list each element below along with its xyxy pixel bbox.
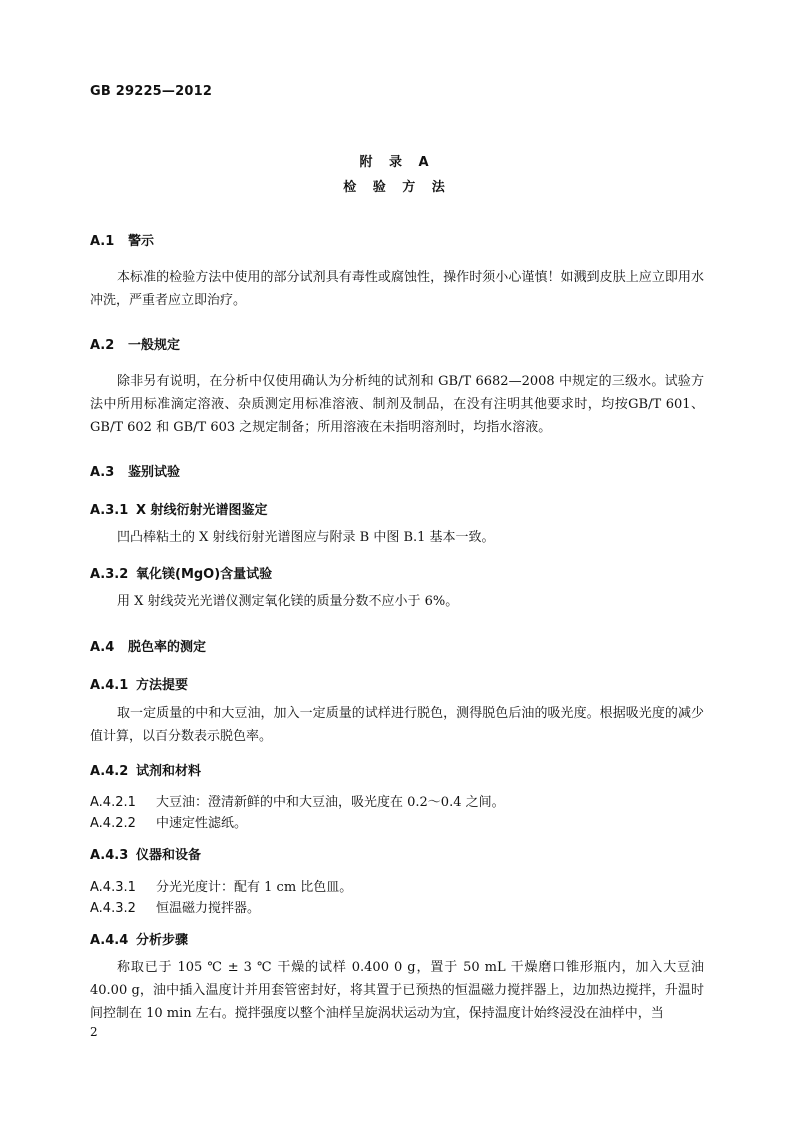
section-heading-a32 bbox=[90, 563, 272, 582]
section-number: A.3.2 bbox=[90, 567, 129, 582]
section-number: A.3.1 bbox=[90, 503, 129, 518]
paragraph-text: 凹凸棒粘土的 X 射线衍射光谱图应与附录 B 中图 B.1 基本一致。 bbox=[117, 530, 495, 545]
item-number: A.4.3.2 bbox=[90, 901, 136, 916]
section-heading-a4 bbox=[90, 636, 206, 655]
section-title: 氧化镁(MgO)含量试验 bbox=[136, 567, 273, 582]
paragraph-a32 bbox=[90, 590, 704, 613]
section-title: 仪器和设备 bbox=[136, 848, 202, 863]
section-title: 方法提要 bbox=[136, 678, 189, 693]
item-number: A.4.2.1 bbox=[90, 795, 136, 810]
list-item bbox=[90, 876, 352, 895]
page-number: 2 bbox=[90, 1025, 98, 1039]
section-number: A.4.1 bbox=[90, 678, 129, 693]
item-number: A.4.3.1 bbox=[90, 880, 136, 895]
section-title: 警示 bbox=[128, 234, 155, 249]
standard-code: GB 29225—2012 bbox=[90, 84, 213, 99]
list-item bbox=[90, 812, 247, 831]
list-item bbox=[90, 897, 260, 916]
paragraph-text: 称取已于 105 ℃ ± 3 ℃ 干燥的试样 0.400 0 g，置于 50 mL 干燥磨口锥形瓶内，加入大豆油 40.00 g，油中插入温度计并用套管密封好，将其置于已预热的恒温磁力搅拌器上，边加热边搅拌，升温时间控制在 10 min 左右。搅拌强度以整个油样呈旋涡状运动为宜，保持温度计始终浸没在油样中，当 bbox=[90, 960, 704, 1021]
item-number: A.4.2.2 bbox=[90, 816, 136, 831]
paragraph-a31 bbox=[90, 526, 704, 549]
section-number: A.4 bbox=[90, 640, 115, 655]
section-heading-a44 bbox=[90, 929, 188, 948]
paragraph-text: 本标准的检验方法中使用的部分试剂具有毒性或腐蚀性，操作时须小心谨慎！如溅到皮肤上应立即用水冲洗，严重者应立即治疗。 bbox=[90, 270, 704, 308]
section-number: A.4.3 bbox=[90, 848, 129, 863]
section-number: A.4.4 bbox=[90, 933, 129, 948]
section-heading-a42 bbox=[90, 760, 201, 779]
section-title: 试剂和材料 bbox=[136, 764, 202, 779]
item-text: 中速定性滤纸。 bbox=[156, 816, 248, 831]
item-text: 大豆油：澄清新鲜的中和大豆油，吸光度在 0.2～0.4 之间。 bbox=[156, 795, 505, 810]
list-item bbox=[90, 791, 505, 810]
section-heading-a43 bbox=[90, 844, 201, 863]
paragraph-a44 bbox=[90, 956, 704, 1025]
section-heading-a3 bbox=[90, 461, 180, 480]
section-number: A.4.2 bbox=[90, 764, 129, 779]
section-number: A.2 bbox=[90, 338, 115, 353]
paragraph-a1 bbox=[90, 266, 704, 312]
section-heading-a1 bbox=[90, 230, 154, 249]
appendix-subtitle: 检 验 方 法 bbox=[343, 180, 451, 195]
section-heading-a41 bbox=[90, 674, 188, 693]
paragraph-text: 除非另有说明，在分析中仅使用确认为分析纯的试剂和 GB/T 6682—2008 中规定的三级水。试验方法中所用标准滴定溶液、杂质测定用标准溶液、制剂及制品，在没有注明其他要求时，均按GB/T 601、GB/T 602 和 GB/T 603 之规定制备；所用溶液在未指明溶剂时，均指水溶液。 bbox=[90, 374, 704, 435]
section-heading-a2 bbox=[90, 334, 180, 353]
section-number: A.1 bbox=[90, 234, 115, 249]
paragraph-text: 取一定质量的中和大豆油，加入一定质量的试样进行脱色，测得脱色后油的吸光度。根据吸光度的减少值计算，以百分数表示脱色率。 bbox=[90, 706, 704, 744]
paragraph-a2 bbox=[90, 370, 704, 439]
item-text: 分光光度计：配有 1 cm 比色皿。 bbox=[156, 880, 353, 895]
appendix-title: 附 录 A bbox=[359, 155, 435, 170]
section-title: 鉴别试验 bbox=[128, 465, 181, 480]
section-heading-a31 bbox=[90, 499, 268, 518]
paragraph-a41 bbox=[90, 702, 704, 748]
section-number: A.3 bbox=[90, 465, 115, 480]
section-title: X 射线衍射光谱图鉴定 bbox=[136, 503, 268, 518]
item-text: 恒温磁力搅拌器。 bbox=[156, 901, 261, 916]
paragraph-text: 用 X 射线荧光光谱仪测定氧化镁的质量分数不应小于 6%。 bbox=[117, 594, 459, 609]
section-title: 脱色率的测定 bbox=[128, 640, 207, 655]
section-title: 分析步骤 bbox=[136, 933, 189, 948]
section-title: 一般规定 bbox=[128, 338, 181, 353]
